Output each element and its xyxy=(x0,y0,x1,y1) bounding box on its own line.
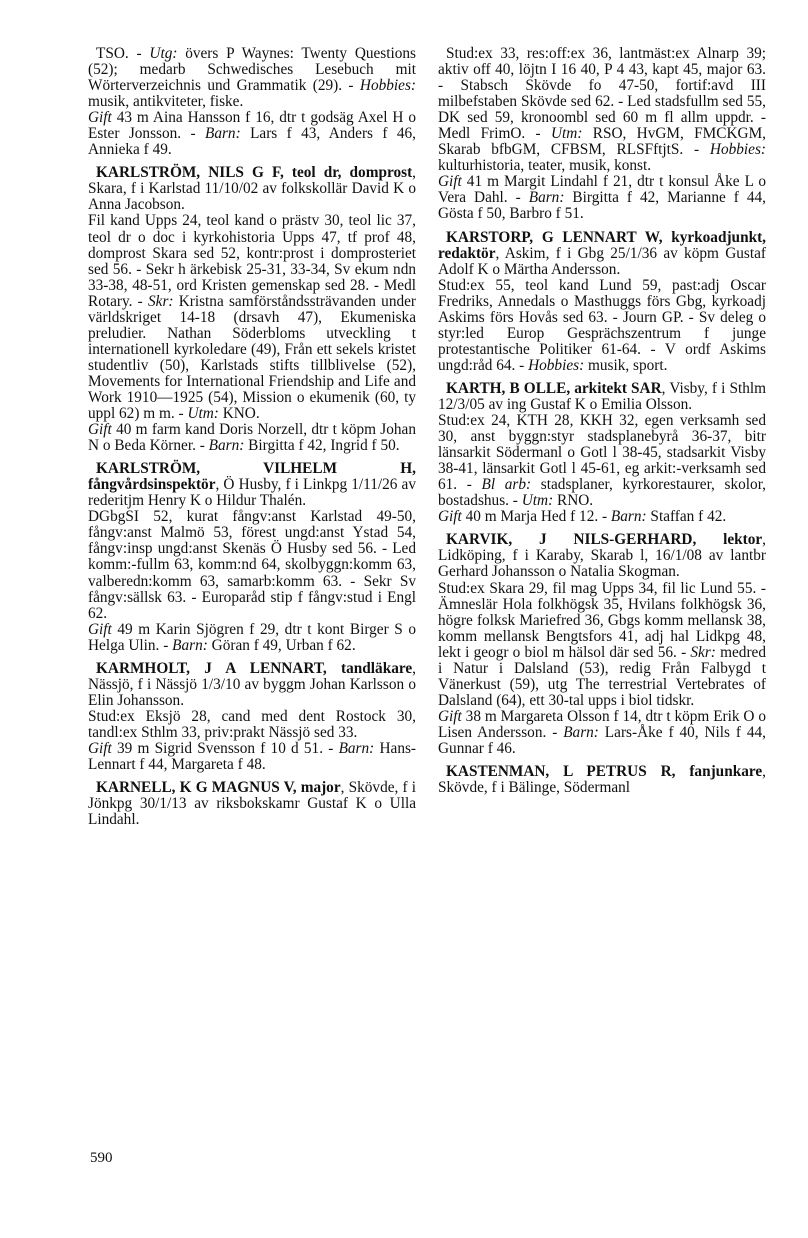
entry-text: 38 m Margareta Olsson f 14, dtr t köpm Erik O o Lisen Andersson. - xyxy=(438,707,766,741)
biography-entry xyxy=(88,461,416,654)
entry-paragraph xyxy=(88,110,416,158)
entry-text: 43 m Aina Hansson f 16, dtr t godsäg Axel H o Ester Jonsson. - xyxy=(88,109,416,143)
entry-heading-paragraph xyxy=(438,381,766,413)
entry-text: RSO, HvGM, FMCKGM, Skarab bfbGM, CFBSM, RLSFftjtS. - xyxy=(438,125,766,159)
entry-text: Stud:ex 55, teol kand Lund 59, past:adj Oscar Fredriks, Annedals o Masthuggs förs Gbg, kyrkoadj Askims förs Hovås sed 63. - Journ GP. - Sv deleg o styr:led Europ Gesprächszentrum f junge protestantische Politiker 61-64. - V ordf Askims ungd:råd 64. - xyxy=(438,276,766,374)
entry-label: Utm: xyxy=(521,492,554,510)
biography-entry xyxy=(88,165,416,454)
biography-entry xyxy=(438,381,766,525)
entry-text: DGbgSI 52, kurat fångv:anst Karlstad 49-50, fångv:anst Malmö 53, förest ungd:anst Ystad 54, fångv:insp ungd:anst Skenäs Ö Husby sed 56. - Led komm:-fullm 63, komm:nd 64, skolbyggn:komm 63, valberedn:komm 63, samarb:komm 63. - Sekr Sv fångv:sällsk 63. - Europaråd stip f fångv:stud i Engl 62. xyxy=(88,508,416,622)
entry-label: Barn: xyxy=(172,636,208,654)
entry-text: medred i Natur i Dalsland (53), redig Från Falbygd t Vänerkust (59), utg The terrestrial Vertebrates of Dalsland (64), ett 30-tal upps i biol tidskr. xyxy=(438,643,766,709)
biography-entry xyxy=(88,661,416,773)
entry-label: Gift xyxy=(88,739,112,757)
biography-entry xyxy=(438,46,766,223)
entry-text: KNO. xyxy=(218,405,260,423)
entry-text: stadsplaner, kyrkorestaurer, skolor, bostadshus. - xyxy=(438,476,766,510)
entry-text: Stud:ex 33, res:off:ex 36, lantmäst:ex Alnarp 39; aktiv off 40, löjtn I 16 40, P 4 43, kapt 45, major 63. - Stabsch Skövde fo 47-50, fortif:avd III milbefstaben Skövde sed 62. - Led stadsfullm sed 55, DK sed 59, kronoombl sed 60 m fl allm uppdr. - Medl FrimO. - xyxy=(438,45,766,143)
entry-label: Hobbies: xyxy=(359,77,416,95)
entry-text: TSO. - xyxy=(96,45,150,62)
entry-text: , Visby, f i Sthlm 12/3/05 av ing Gustaf K o Emilia Olsson. xyxy=(438,379,767,413)
entry-paragraph xyxy=(88,741,416,773)
entry-text: Lars f 43, Anders f 46, Annieka f 49. xyxy=(88,125,416,159)
entry-heading-paragraph xyxy=(438,46,766,174)
entry-text: Lars-Åke f 40, Nils f 44, Gunnar f 46. xyxy=(438,723,766,757)
entry-label: Gift xyxy=(438,508,462,526)
entry-text: , Lidköping, f i Karaby, Skarab l, 16/1/08 av lantbr Gerhard Johansson o Natalia Skogman. xyxy=(438,531,766,581)
entry-text: Fil kand Upps 24, teol kand o prästv 30, teol lic 37, teol dr o doc i kyrkohistoria Upps 47, tf prof 48, domprost Skara sed 52, kontr:prost i domprosteriet sed 56. - Sekr h ärkebisk 25-31, 33-34, Sv ekum ndn 33-38, 48-51, ord Kristen gemenskap sed 28. - Medl Rotary. - xyxy=(88,212,416,310)
page-number: 590 xyxy=(90,1150,113,1166)
entry-heading-paragraph xyxy=(438,532,766,580)
entry-heading-paragraph xyxy=(438,764,766,796)
entry-name: KARSTORP, G LENNART W, kyrkoadjunkt, redaktör xyxy=(438,228,766,262)
entry-text: Stud:ex 24, KTH 28, KKH 32, egen verksamh sed 30, anst byggn:styr stadsplanebyrå 36-37, bitr länsarkit Södermanl o Gotl l 38-45, stadsarkit Visby 38-41, länsarkit Gotl l 45-61, eg arkit:-verksamh sed 61. - xyxy=(438,412,766,494)
entry-paragraph xyxy=(438,278,766,374)
entry-label: Gift xyxy=(438,707,462,725)
entry-label: Barn: xyxy=(208,437,245,455)
entry-label: Barn: xyxy=(610,508,647,526)
entry-text: 41 m Margit Lindahl f 21, dtr t konsul Åke L o Vera Dahl. - xyxy=(438,173,766,207)
entry-text: Kristna samförståndssträvanden under världskriget 14-18 (drsavh 47), Ekumeniska preludier. Nathan Söderbloms utveckling t internationell kyrkoledare (49), Från ett sekels kristet studentliv (50), Karlstads stifts tillblivelse (52), Movements for International Friendship and Life and Work 1910—1925 (54), Mission o ekumenik (60, ty uppl 62) m m. - xyxy=(88,292,416,423)
entry-text: musik, antikviteter, fiske. xyxy=(88,93,244,111)
entry-name: KASTENMAN, L PETRUS R, fanjunkare xyxy=(446,763,763,781)
entry-paragraph xyxy=(438,581,766,709)
entry-heading-paragraph xyxy=(88,780,416,828)
entry-label: Gift xyxy=(88,421,112,439)
entry-name: KARVIK, J NILS-GERHARD, lektor xyxy=(446,531,763,549)
entry-text: 49 m Karin Sjögren f 29, dtr t kont Birger S o Helga Ulin. - xyxy=(88,620,416,654)
entry-text: RNO. xyxy=(553,492,594,510)
entry-label: Utm: xyxy=(550,125,583,143)
entry-heading-paragraph xyxy=(88,661,416,709)
entry-heading-paragraph xyxy=(88,46,416,110)
entry-heading-paragraph xyxy=(88,165,416,213)
entry-name: KARLSTRÖM, VILHELM H, fångvårdsinspektör xyxy=(88,460,416,494)
entry-label: Skr: xyxy=(148,292,174,310)
entry-label: Skr: xyxy=(690,643,716,661)
entry-label: Barn: xyxy=(338,739,375,757)
entry-name: KARTH, B OLLE, arkitekt SAR xyxy=(446,379,662,397)
entry-text: Staffan f 42. xyxy=(646,508,727,526)
entry-paragraph xyxy=(438,709,766,757)
entry-paragraph xyxy=(88,509,416,621)
entry-label: Hobbies: xyxy=(528,356,585,374)
entry-label: Gift xyxy=(88,109,112,127)
entry-label: Barn: xyxy=(204,125,241,143)
entry-text: kulturhistoria, teater, musik, konst. xyxy=(438,157,652,175)
entry-paragraph xyxy=(88,622,416,654)
entry-text: Stud:ex Skara 29, fil mag Upps 34, fil lic Lund 55. - Ämneslär Hola folkhögsk 35, Hvilans folkhögsk 36, högre folksk Mariefred 36, Gbgs komm mellansk 38, komm mellansk Bengtsfors 41, adj hal Lidkpg 48, lekt i geogr o biol m hälsol där sed 56. - xyxy=(438,579,766,661)
entry-label: Utg: xyxy=(149,45,178,62)
entry-text: , Nässjö, f i Nässjö 1/3/10 av byggm Johan Karlsson o Elin Johansson. xyxy=(88,659,416,709)
entry-paragraph xyxy=(438,413,766,509)
entry-paragraph xyxy=(438,509,766,525)
entry-text: Stud:ex Eksjö 28, cand med dent Rostock 30, tandl:ex Sthlm 33, priv:prakt Nässjö sed 33. xyxy=(88,707,416,741)
biography-entry xyxy=(438,532,766,757)
entry-label: Barn: xyxy=(563,723,599,741)
entry-name: KARMHOLT, J A LENNART, tandläkare xyxy=(96,659,413,677)
entry-label: Gift xyxy=(438,173,462,191)
entry-text: 40 m Marja Hed f 12. - xyxy=(461,508,611,526)
entry-label: Hobbies: xyxy=(709,141,766,159)
entry-text: musik, sport. xyxy=(584,356,668,374)
entry-text: , Skövde, f i Jönkpg 30/1/13 av riksbokskamr Gustaf K o Ulla Lindahl. xyxy=(88,779,417,829)
entry-text: , Ö Husby, f i Linkpg 1/11/26 av rederitjm Henry K o Hildur Thalén. xyxy=(88,476,416,510)
entry-heading-paragraph xyxy=(438,230,766,278)
entry-paragraph xyxy=(438,174,766,222)
entry-paragraph xyxy=(88,709,416,741)
entry-paragraph xyxy=(88,422,416,454)
entry-text: Göran f 49, Urban f 62. xyxy=(207,636,356,654)
entry-text: , Skövde, f i Bälinge, Södermanl xyxy=(438,763,766,797)
biography-entry xyxy=(438,764,766,796)
entry-name: KARLSTRÖM, NILS G F, teol dr, domprost xyxy=(96,164,413,182)
left-column xyxy=(88,46,416,835)
entry-label: Gift xyxy=(88,620,112,638)
entry-label: Bl arb: xyxy=(481,476,532,494)
entry-label: Utm: xyxy=(187,405,219,423)
entry-text: 39 m Sigrid Svensson f 10 d 51. - xyxy=(111,739,339,757)
entry-text: , Askim, f i Gbg 25/1/36 av köpm Gustaf Adolf K o Märtha Andersson. xyxy=(438,244,766,278)
entry-heading-paragraph xyxy=(88,461,416,509)
entry-text: Hans-Lennart f 44, Margareta f 48. xyxy=(88,739,417,774)
entry-text: övers P Waynes: Twenty Questions (52); medarb Schwedisches Lesebuch mit Wörterverzeichnis und Grammatik (29). - xyxy=(88,45,417,95)
entry-paragraph xyxy=(88,213,416,422)
entry-text: 40 m farm kand Doris Norzell, dtr t köpm Johan N o Beda Körner. - xyxy=(88,421,416,455)
entry-name: KARNELL, K G MAGNUS V, major xyxy=(96,779,341,797)
biography-entry xyxy=(88,46,416,158)
right-column xyxy=(438,46,766,803)
entry-text: Birgitta f 42, Ingrid f 50. xyxy=(244,437,400,455)
biography-entry xyxy=(88,780,416,828)
entry-text: , Skara, f i Karlstad 11/10/02 av folkskollär David K o Anna Jacobson. xyxy=(88,164,416,214)
biography-entry xyxy=(438,230,766,374)
entry-label: Barn: xyxy=(528,189,565,207)
entry-text: Birgitta f 42, Marianne f 44, Gösta f 50, Barbro f 51. xyxy=(438,189,766,223)
